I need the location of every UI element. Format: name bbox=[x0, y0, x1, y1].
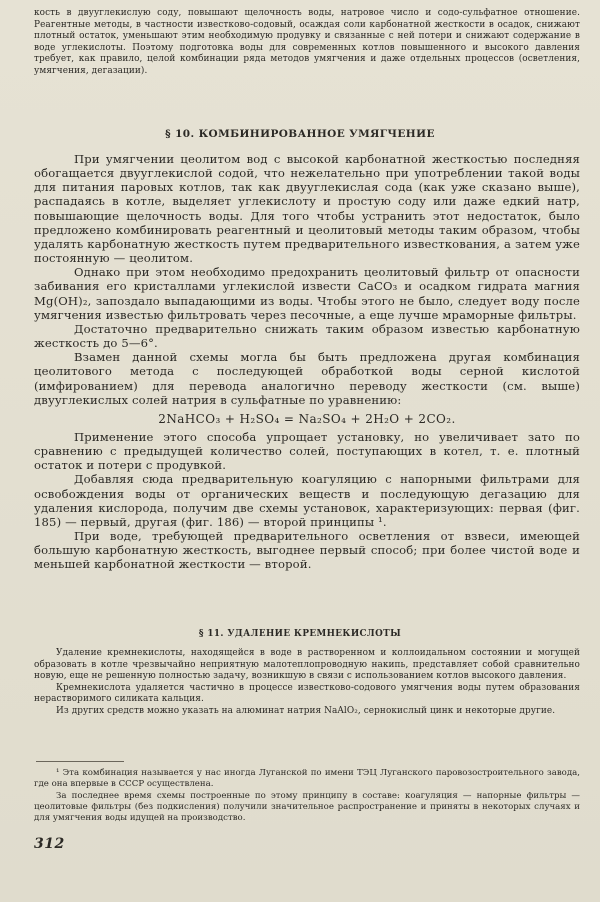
section-10-body bbox=[34, 152, 580, 572]
s11-paragraph-3: Из других средств можно указать на алюминат натрия NaAlO₂, сернокислый цинк и некоторые другие. bbox=[56, 705, 556, 716]
footnote-1: ¹ Эта комбинация называется у нас иногда Луганской по имени ТЭЦ Луганского паровозостроительного завода, где она впервые в СССР осуществлена. bbox=[34, 768, 580, 790]
section-11-heading: § 11. УДАЛЕНИЕ КРЕМНЕКИСЛОТЫ bbox=[198, 629, 402, 639]
s10-paragraph-4: Взамен данной схемы могла бы быть предложена другая комбинация цеолитового метода с последующей обработкой воды серной кислотой (имфированием) для перевода аналогично переводу жесткости (см. выше) двууглекислых солей натрия в сульфатные по уравнению: bbox=[34, 350, 580, 407]
s10-paragraph-6: Добавляя сюда предварительную коагуляцию с напорными фильтрами для освобождения воды от органических веществ и последующую дегазацию для удаления кислорода, получим две схемы установок, характеризующих: первая (фиг. 185) — первый, другая (фиг. 186) — второй принципы ¹. bbox=[34, 472, 580, 529]
s10-paragraph-5: Применение этого способа упрощает установку, но увеличивает зато по сравнению с предыдущей количество солей, поступающих в котел, т. е. плотный остаток и потери с продувкой. bbox=[34, 429, 580, 473]
top-paragraph: кость в двууглекислую соду, повышают щелочность воды, натровое число и содо-сульфатное отношение. Реагентные методы, в частности известково-содовый, осаждая соли карбонатной жесткости в осадок, снижают плотный остаток, уменьшают этим необходимую продувку и связанные с ней потери и снижают содержание в воде углекислоты. Поэтому подготовка воды для современных котлов повышенного и высокого давления требует, как правило, целой комбинации ряда методов умягчения и даже отдельных процессов (осветления, умягчения, дегазации). bbox=[34, 8, 580, 76]
s10-paragraph-3: Достаточно предварительно снижать таким образом известью карбонатную жесткость до 5—6°. bbox=[34, 321, 580, 351]
footnote-2: За последнее время схемы построенные по этому принципу в составе: коагуляция — напорные фильтры — цеолитовые фильтры (без подкисления) получили значительное распространение и приняты в некоторых случаях и для умягчения воды идущей на производство. bbox=[34, 790, 580, 824]
footnote-divider bbox=[36, 761, 124, 762]
footnotes bbox=[34, 768, 580, 824]
page-number: 312 bbox=[34, 836, 65, 852]
section-11-body bbox=[34, 648, 580, 718]
top-paragraph-block bbox=[34, 8, 580, 78]
s10-paragraph-1: При умягчении цеолитом вод с высокой карбонатной жесткостью последняя обогащается двууглекислой содой, что нежелательно при употреблении такой воды для питания паровых котлов, так как двууглекислая сода (как уже сказано выше), распадаясь в котле, выделяет углекислоту и простую соду или даже едкий натр, повышающие щелочность воды. Для того чтобы устранить этот недостаток, было предложено комбинировать реагентный и цеолитовый методы таким образом, чтобы удалять карбонатную жесткость путем предварительного известкования, а затем уже постоянную — цеолитом. bbox=[34, 152, 580, 266]
s11-paragraph-1: Удаление кремнекислоты, находящейся в воде в растворенном и коллоидальном состоянии и могущей образовать в котле чрезвычайно неприятную малотеплопроводную накипь, представляет собой сравнительно новую, еще не решенную полностью задачу, возникшую в связи с использованием котлов высокого давления. bbox=[34, 648, 580, 682]
s11-paragraph-2: Кремнекислота удаляется частично в процессе известково-содового умягчения воды путем образования нерастворимого силиката кальция. bbox=[34, 682, 580, 705]
s10-paragraph-7: При воде, требующей предварительного осветления от взвеси, имеющей большую карбонатную жесткость, выгоднее первый способ; при более чистой воде и меньшей карбонатной жесткости — второй. bbox=[34, 529, 580, 572]
chemical-equation: 2NaHCO₃ + H₂SO₄ = Na₂SO₄ + 2H₂O + 2CO₂. bbox=[158, 411, 456, 426]
section-10-heading: § 10. КОМБИНИРОВАННОЕ УМЯГЧЕНИЕ bbox=[165, 128, 435, 140]
s10-paragraph-2: Однако при этом необходимо предохранить цеолитовый фильтр от опасности забивания его кристаллами углекислой извести CaCO₃ и осадком гидрата магния Mg(OH)₂, запоздало выпадающими из воды. Чтобы этого не было, следует воду после умягчения известью фильтровать через песочные, а еще лучше мраморные фильтры. bbox=[34, 265, 580, 322]
